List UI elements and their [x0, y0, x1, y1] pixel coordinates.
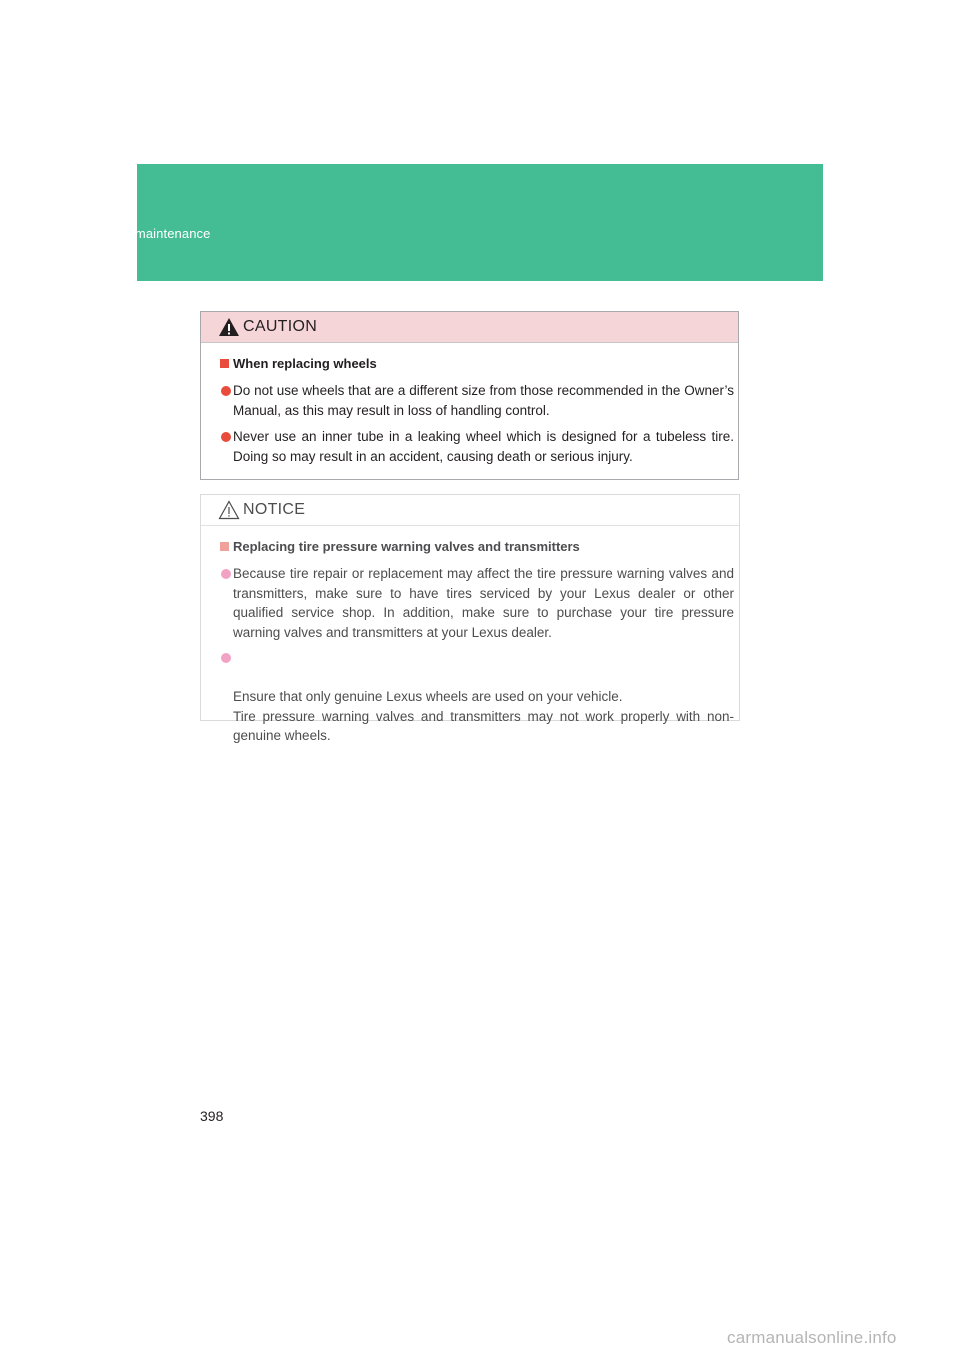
- warning-triangle-icon: [218, 317, 240, 337]
- warning-triangle-outline-icon: [218, 500, 240, 520]
- round-bullet-icon: [221, 569, 231, 579]
- caution-item: [221, 381, 734, 420]
- caution-heading-text: When replacing wheels: [233, 356, 377, 371]
- caution-item: [221, 427, 734, 466]
- round-bullet-icon: [221, 432, 231, 442]
- notice-header: [201, 495, 739, 526]
- caution-item-text: Do not use wheels that are a different size from those recommended in the Owner’s Manual, as this may result in loss of handling control.: [233, 383, 734, 418]
- notice-heading-text: Replacing tire pressure warning valves and transmitters: [233, 539, 580, 554]
- notice-item: [221, 564, 734, 642]
- notice-item: [221, 648, 734, 765]
- notice-title: NOTICE: [243, 501, 306, 518]
- square-bullet-icon: [220, 542, 229, 551]
- caution-heading: [220, 356, 377, 371]
- section-title: 4-3. Do-it-yourself maintenance: [26, 226, 211, 241]
- watermark: carmanualsonline.info: [727, 1328, 897, 1347]
- header-band: [26, 164, 823, 281]
- notice-heading: [220, 539, 580, 554]
- caution-box: [200, 311, 739, 480]
- round-bullet-icon: [221, 386, 231, 396]
- round-bullet-icon: [221, 653, 231, 663]
- notice-item-text: Because tire repair or replacement may affect the tire pressure warning valves and transmitters, make sure to have tires serviced by your Lexus dealer or other qualified service shop. In addition, make sure to purchase your tire pressure warning valves and transmitters at your Lexus dealer.: [233, 566, 734, 640]
- square-bullet-icon: [220, 359, 229, 368]
- notice-item-text: Ensure that only genuine Lexus wheels are used on your vehicle. Tire pressure warning valves and transmitters may not work properly with non-genuine wheels.: [233, 689, 734, 743]
- caution-header: [201, 312, 738, 343]
- caution-title: CAUTION: [243, 318, 318, 335]
- caution-item-text: Never use an inner tube in a leaking wheel which is designed for a tubeless tire. Doing so may result in an accident, causing death or serious injury.: [233, 429, 734, 464]
- notice-box: [200, 494, 740, 743]
- page-number: 398: [200, 1108, 224, 1124]
